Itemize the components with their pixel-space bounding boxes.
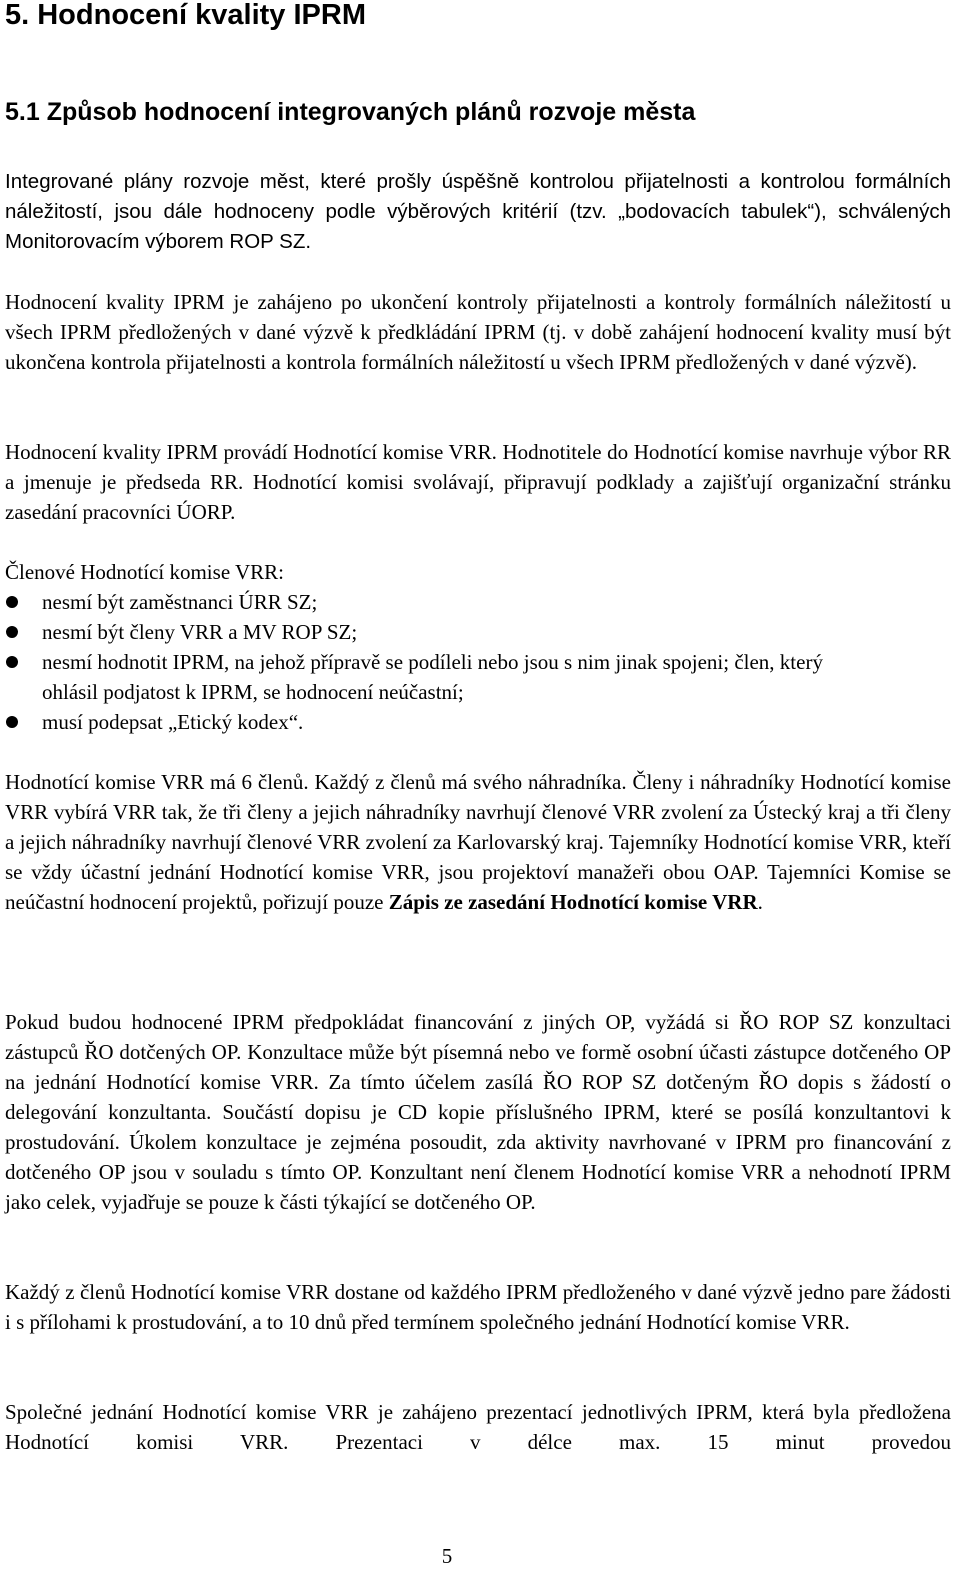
list-item [5,647,842,707]
section-heading: 5.1 Způsob hodnocení integrovaných plánů rozvoje města [5,98,696,126]
list-item-text: nesmí být členy VRR a MV ROP SZ; [42,620,358,644]
list-item [5,587,951,617]
members-requirements-list [5,587,951,737]
members-label: Členové Hodnotící komise VRR: [5,560,285,584]
list-item-text: nesmí být zaměstnanci ÚRR SZ; [42,590,318,614]
bullet-icon [6,656,18,668]
bullet-icon [6,626,18,638]
page-number: 5 [441,1544,453,1568]
commission-paragraph: Hodnocení kvality IPRM provádí Hodnotící komise VRR. Hodnotitele do Hodnotící komise navrhuje výbor RR a jmenuje je předseda RR. Hodnotící komisi svolávají, připravují podklady a zajišťují organizační stránku zasedání pracovníci ÚORP. [5,440,951,524]
meeting-paragraph: Společné jednání Hodnotící komise VRR je zahájeno prezentací jednotlivých IPRM, která byla předložena Hodnotící komisi VRR. Prezentaci v délce max. 15 minut provedou [5,1400,951,1454]
bullet-icon [6,596,18,608]
bullet-icon [6,716,18,728]
members-paragraph [5,767,951,917]
members-paragraph-end: . [757,890,763,914]
list-item [5,707,951,737]
list-item [5,617,951,647]
consultation-paragraph: Pokud budou hodnocené IPRM předpokládat financování z jiných OP, vyžádá si ŘO ROP SZ konzultaci zástupců ŘO dotčených OP. Konzultace může být písemná nebo ve formě osobní účasti zástupce dotčeného OP na jednání Hodnotící komise VRR. Za tímto účelem zasílá ŘO ROP SZ dotčeným ŘO dopis s žádostí o delegování konzultanta. Součástí dopisu je CD kopie příslušného IPRM, které se posílá konzultantovi k prostudování. Úkolem konzultace je zejména posoudit, zda aktivity navrhované v IPRM pro financování z dotčeného OP jsou v souladu s tímto OP. Konzultant není členem Hodnotící komise VRR a nehodnotí IPRM jako celek, vyjadřuje se pouze k části týkající se dotčeného OP. [5,1010,951,1214]
list-item-text: musí podepsat „Etický kodex“. [42,710,304,734]
list-item-text: nesmí hodnotit IPRM, na jehož přípravě se podíleli nebo jsou s nim jinak spojeni; člen, který ohlásil podjatost k IPRM, se hodnocení neúčastní; [42,650,823,704]
page-heading: 5. Hodnocení kvality IPRM [5,0,366,31]
members-paragraph-text: Hodnotící komise VRR má 6 členů. Každý z členů má svého náhradníka. Členy i náhradníky Hodnotící komise VRR vybírá VRR tak, že tři členy a jejich náhradníky navrhují členové VRR zvolení za Ústecký kraj a tři členy a jejich náhradníky navrhují členové VRR zvolení za Karlovarský kraj. Tajemníky Hodnotící komise VRR, kteří se vždy účastní jednání Hodnotící komise VRR, jsou projektoví manažeři obou OAP. Tajemníci Komise se neúčastní hodnocení projektů, pořizují pouze [5,770,951,914]
intro-paragraph: Integrované plány rozvoje měst, které prošly úspěšně kontrolou přijatelnosti a kontrolou formálních náležitostí, jsou dále hodnoceny podle výběrových kritérií (tzv. „bodovacích tabulek“), schválených Monitorovacím výborem ROP SZ. [5,170,951,253]
evaluation-start-paragraph: Hodnocení kvality IPRM je zahájeno po ukončení kontroly přijatelnosti a kontroly formálních náležitostí u všech IPRM předložených v dané výzvě k předkládání IPRM (tj. v době zahájení hodnocení kvality musí být ukončena kontrola přijatelnosti a kontrola formálních náležitostí u všech IPRM předložených v dané výzvě). [5,290,951,374]
copies-paragraph: Každý z členů Hodnotící komise VRR dostane od každého IPRM předloženého v dané výzvě jedno pare žádosti i s přílohami k prostudování, a to 10 dnů před termínem společného jednání Hodnotící komise VRR. [5,1280,951,1334]
minutes-document-name: Zápis ze zasedání Hodnotící komise VRR [388,890,758,914]
